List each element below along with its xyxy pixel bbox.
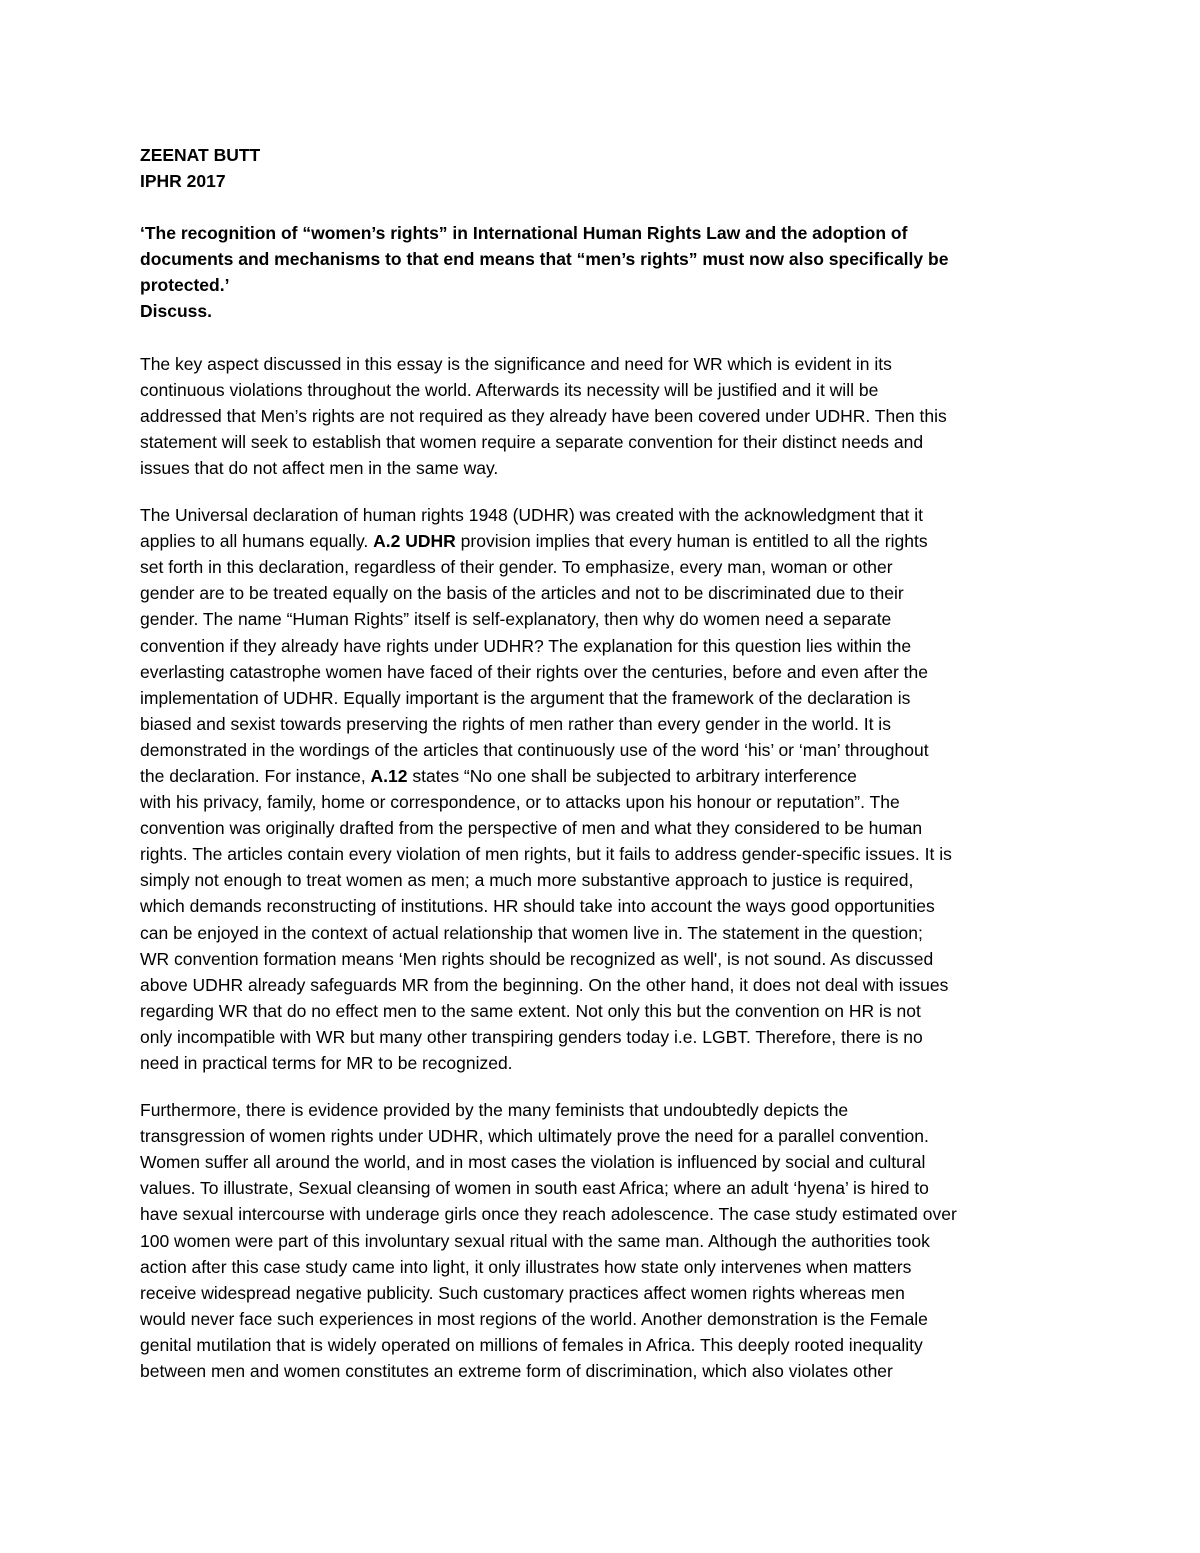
- text-run: provision implies that every human is entitled to all the rights: [455, 531, 928, 552]
- spacer: [140, 325, 1060, 351]
- author-name: ZEENAT BUTT: [140, 145, 261, 165]
- paragraph-line: The Universal declaration of human rights 1948 (UDHR) was created with the acknowledgment that it: [140, 505, 924, 526]
- paragraph-line: biased and sexist towards preserving the rights of men rather than every gender in the world. It is: [140, 713, 891, 734]
- paragraph-evidence: [140, 1097, 1060, 1384]
- question-line: ‘The recognition of “women’s rights” in International Human Rights Law and the adoption of: [140, 223, 908, 244]
- spacer: [140, 481, 1060, 502]
- paragraph-line: convention if they already have rights under UDHR? The explanation for this question lies within the: [140, 635, 912, 656]
- paragraph-line: receive widespread negative publicity. Such customary practices affect women rights whereas men: [140, 1282, 905, 1303]
- paragraph-line: Furthermore, there is evidence provided by the many feminists that undoubtedly depicts the: [140, 1100, 849, 1121]
- paragraph-line: statement will seek to establish that women require a separate convention for their distinct needs and: [140, 431, 924, 452]
- paragraph-line: implementation of UDHR. Equally important is the argument that the framework of the declaration is: [140, 687, 911, 708]
- paragraph-line: gender. The name “Human Rights” itself is self-explanatory, then why do women need a separate: [140, 609, 892, 630]
- paragraph-udhr: [140, 502, 1060, 1076]
- paragraph-line: everlasting catastrophe women have faced of their rights over the centuries, before and even after the: [140, 661, 928, 682]
- question-line: protected.’: [140, 275, 230, 296]
- article-reference: A.12: [370, 765, 408, 786]
- paragraph-line: issues that do not affect men in the same way.: [140, 457, 499, 478]
- document-page: [140, 142, 1060, 1384]
- paragraph-line: set forth in this declaration, regardless of their gender. To emphasize, every man, woman or other: [140, 557, 893, 578]
- paragraph-introduction: [140, 351, 1060, 481]
- paragraph-line: would never face such experiences in most regions of the world. Another demonstration is the Female: [140, 1308, 928, 1329]
- paragraph-line: need in practical terms for MR to be recognized.: [140, 1053, 513, 1073]
- paragraph-line: addressed that Men’s rights are not required as they already have been covered under UDHR. Then this: [140, 405, 947, 426]
- question-instruction: Discuss.: [140, 301, 212, 322]
- paragraph-line: action after this case study came into light, it only illustrates how state only intervenes when matters: [140, 1256, 912, 1277]
- course-label: IPHR 2017: [140, 171, 226, 192]
- paragraph-line: between men and women constitutes an extreme form of discrimination, which also violates other: [140, 1361, 893, 1382]
- paragraph-line: regarding WR that do no effect men to the same extent. Not only this but the convention on HR is not: [140, 1000, 921, 1021]
- paragraph-line: Women suffer all around the world, and in most cases the violation is influenced by social and cultural: [140, 1152, 926, 1173]
- paragraph-line: gender are to be treated equally on the basis of the articles and not to be discriminated due to their: [140, 583, 904, 604]
- text-run: applies to all humans equally.: [140, 531, 374, 552]
- paragraph-line: genital mutilation that is widely operated on millions of females in Africa. This deeply rooted inequality: [140, 1334, 923, 1355]
- paragraph-line: values. To illustrate, Sexual cleansing of women in south east Africa; where an adult ‘hyena’ is hired to: [140, 1178, 929, 1199]
- paragraph-line: only incompatible with WR but many other transpiring genders today i.e. LGBT. Therefore, there is no: [140, 1026, 923, 1047]
- paragraph-line: WR convention formation means ‘Men rights should be recognized as well', is not sound. As discussed: [140, 948, 934, 969]
- paragraph-line: continuous violations throughout the world. Afterwards its necessity will be justified and it will be: [140, 379, 879, 400]
- paragraph-line: demonstrated in the wordings of the articles that continuously use of the word ‘his’ or ‘man’ throughout: [140, 739, 929, 760]
- text-run: the declaration. For instance,: [140, 765, 371, 786]
- paragraph-line: rights. The articles contain every violation of men rights, but it fails to address gender-specific issues. It is: [140, 844, 952, 865]
- essay-question: [140, 220, 1060, 324]
- paragraph-line: which demands reconstructing of institutions. HR should take into account the ways good opportunities: [140, 896, 935, 917]
- paragraph-line: have sexual intercourse with underage girls once they reach adolescence. The case study estimated over: [140, 1204, 957, 1225]
- paragraph-line: [140, 763, 1060, 789]
- spacer: [140, 194, 1060, 220]
- paragraph-line: 100 women were part of this involuntary sexual ritual with the same man. Although the authorities took: [140, 1230, 930, 1251]
- paragraph-line: The key aspect discussed in this essay is the significance and need for WR which is evident in its: [140, 353, 892, 374]
- paragraph-line: convention was originally drafted from the perspective of men and what they considered to be human: [140, 818, 923, 839]
- text-run: states “No one shall be subjected to arbitrary interference: [407, 765, 857, 786]
- paragraph-line: with his privacy, family, home or correspondence, or to attacks upon his honour or reputation”. The: [140, 792, 900, 813]
- paragraph-line: transgression of women rights under UDHR, which ultimately prove the need for a parallel convention.: [140, 1126, 929, 1147]
- paragraph-line: simply not enough to treat women as men; a much more substantive approach to justice is required,: [140, 870, 914, 891]
- spacer: [140, 1076, 1060, 1097]
- article-reference: A.2 UDHR: [373, 531, 456, 552]
- question-line: documents and mechanisms to that end means that “men’s rights” must now also specifically be: [140, 249, 949, 270]
- paragraph-line: [140, 528, 1060, 554]
- paragraph-line: can be enjoyed in the context of actual relationship that women live in. The statement in the question;: [140, 922, 923, 943]
- paragraph-line: above UDHR already safeguards MR from the beginning. On the other hand, it does not deal with issues: [140, 974, 949, 995]
